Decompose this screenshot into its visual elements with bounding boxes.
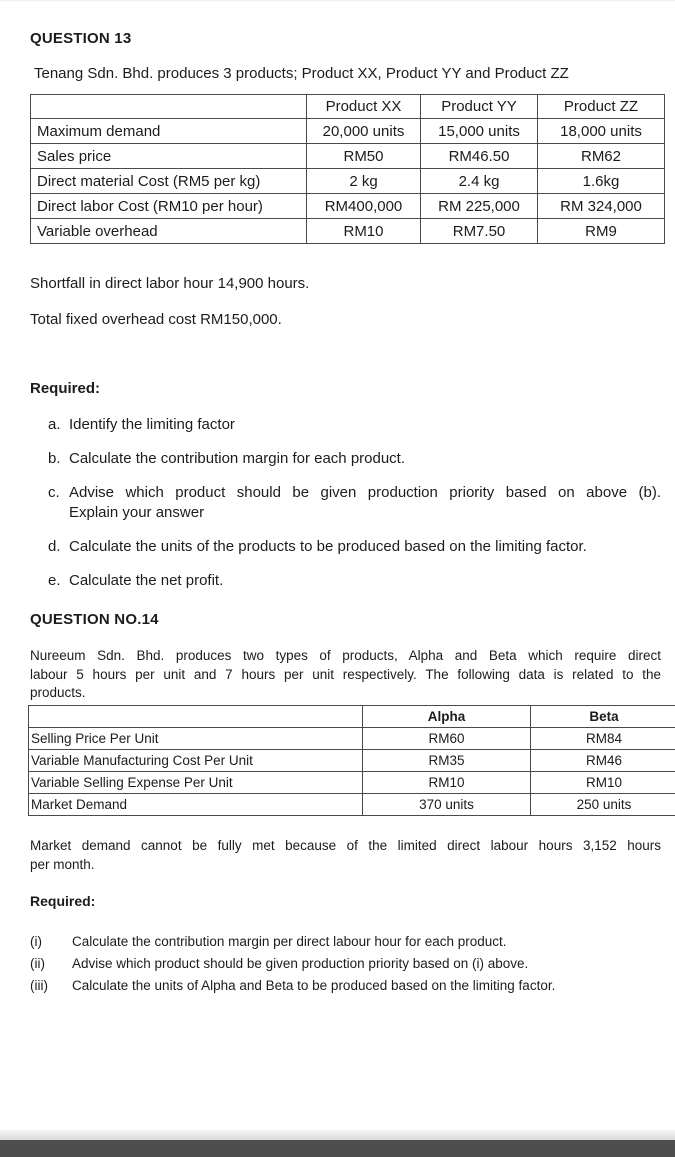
row-label: Variable overhead [31, 219, 307, 244]
row-label: Market Demand [29, 793, 363, 815]
table-row [29, 727, 675, 749]
requirement-item-d [48, 537, 661, 557]
page-content [0, 30, 675, 997]
requirement-item-e [48, 571, 661, 591]
row-value: RM7.50 [421, 219, 538, 244]
row-value: 15,000 units [421, 119, 538, 144]
item-text: Calculate the contribution margin per direct labour hour for each product. [72, 933, 507, 949]
requirement-item-a [48, 415, 661, 435]
row-value: 370 units [363, 793, 531, 815]
item-text: Calculate the units of Alpha and Beta to be produced based on the limiting factor. [72, 977, 556, 993]
table-row [31, 169, 665, 194]
row-label: Selling Price Per Unit [29, 727, 363, 749]
row-value: RM60 [363, 727, 531, 749]
q14-intro-paragraph [30, 647, 661, 703]
row-label: Variable Manufacturing Cost Per Unit [29, 749, 363, 771]
q14-required-label: Required: [30, 892, 96, 909]
row-value: 1.6kg [538, 169, 665, 194]
row-value: RM35 [363, 749, 531, 771]
q13-products-table [30, 94, 665, 244]
top-edge-shadow [0, 0, 675, 2]
requirement-item-c [48, 483, 661, 523]
item-marker: a. [48, 416, 61, 433]
row-value: 18,000 units [538, 119, 665, 144]
q13-heading: QUESTION 13 [30, 30, 132, 47]
row-value: RM 225,000 [421, 194, 538, 219]
row-value: RM10 [307, 219, 421, 244]
row-value: RM400,000 [307, 194, 421, 219]
q13-note-fixed-overhead: Total fixed overhead cost RM150,000. [30, 311, 282, 328]
row-value: RM10 [363, 771, 531, 793]
row-value: 20,000 units [307, 119, 421, 144]
row-value: 250 units [531, 793, 675, 815]
requirement-item-i [30, 931, 661, 953]
item-text-line2: Explain your answer [69, 504, 205, 521]
row-label: Direct labor Cost (RM10 per hour) [31, 194, 307, 219]
header-cell-beta: Beta [531, 705, 675, 727]
row-value: 2 kg [307, 169, 421, 194]
bottom-light-strip [0, 1130, 675, 1140]
question-14-section [30, 611, 661, 997]
item-text: Advise which product should be given production priority based on (i) above. [72, 955, 529, 971]
item-text: Identify the limiting factor [69, 416, 235, 433]
row-label: Maximum demand [31, 119, 307, 144]
header-cell-alpha: Alpha [363, 705, 531, 727]
paragraph-line: labour 5 hours per unit and 7 hours per unit respectively. The following data is related to the [30, 666, 661, 682]
row-value: RM50 [307, 144, 421, 169]
item-marker: (iii) [30, 977, 48, 993]
paragraph-line: products. [30, 685, 86, 700]
item-marker: e. [48, 572, 61, 589]
q13-requirements-list [30, 415, 661, 591]
row-value: RM62 [538, 144, 665, 169]
header-cell-product-zz: Product ZZ [538, 95, 665, 119]
row-value: 2.4 kg [421, 169, 538, 194]
row-label: Variable Selling Expense Per Unit [29, 771, 363, 793]
item-marker: c. [48, 484, 60, 501]
item-text: Calculate the net profit. [69, 572, 224, 589]
requirement-item-ii [30, 953, 661, 975]
q13-required-label: Required: [30, 380, 101, 397]
item-marker: b. [48, 450, 61, 467]
paragraph-line: Market demand cannot be fully met because of the limited direct labour hours 3,152 hours [30, 837, 661, 853]
row-label: Sales price [31, 144, 307, 169]
table-header-row [31, 95, 665, 119]
bottom-dark-bar [0, 1140, 675, 1157]
row-value: RM 324,000 [538, 194, 665, 219]
row-label: Direct material Cost (RM5 per kg) [31, 169, 307, 194]
row-value: RM46 [531, 749, 675, 771]
table-row [31, 119, 665, 144]
table-row [29, 749, 675, 771]
paragraph-line: Nureeum Sdn. Bhd. produces two types of products, Alpha and Beta which require direct [30, 648, 661, 663]
item-marker: d. [48, 538, 61, 555]
header-cell-blank [29, 705, 363, 727]
row-value: RM46.50 [421, 144, 538, 169]
header-cell-blank [31, 95, 307, 119]
table-row [31, 144, 665, 169]
item-text: Calculate the contribution margin for each product. [69, 450, 406, 467]
q14-market-note [30, 836, 661, 874]
paragraph-line: per month. [30, 856, 95, 872]
table-header-row [29, 705, 675, 727]
q14-heading: QUESTION NO.14 [30, 611, 159, 628]
requirement-item-iii [30, 975, 661, 997]
q13-note-shortfall: Shortfall in direct labor hour 14,900 hours. [30, 275, 310, 292]
question-13-section [30, 30, 661, 591]
header-cell-product-yy: Product YY [421, 95, 538, 119]
table-row [31, 194, 665, 219]
row-value: RM9 [538, 219, 665, 244]
item-text [69, 483, 661, 523]
q13-intro: Tenang Sdn. Bhd. produces 3 products; Product XX, Product YY and Product ZZ [34, 65, 569, 82]
requirement-item-b [48, 449, 661, 469]
item-marker: (ii) [30, 955, 45, 971]
item-marker: (i) [30, 933, 42, 949]
row-value: RM84 [531, 727, 675, 749]
item-text: Calculate the units of the products to be produced based on the limiting factor. [69, 538, 587, 555]
table-row [29, 793, 675, 815]
table-row [29, 771, 675, 793]
q14-requirements-list [30, 931, 661, 997]
header-cell-product-xx: Product XX [307, 95, 421, 119]
row-value: RM10 [531, 771, 675, 793]
q14-products-table [28, 705, 675, 816]
table-row [31, 219, 665, 244]
item-text-line1: Advise which product should be given production priority based on above (b). [69, 484, 661, 501]
